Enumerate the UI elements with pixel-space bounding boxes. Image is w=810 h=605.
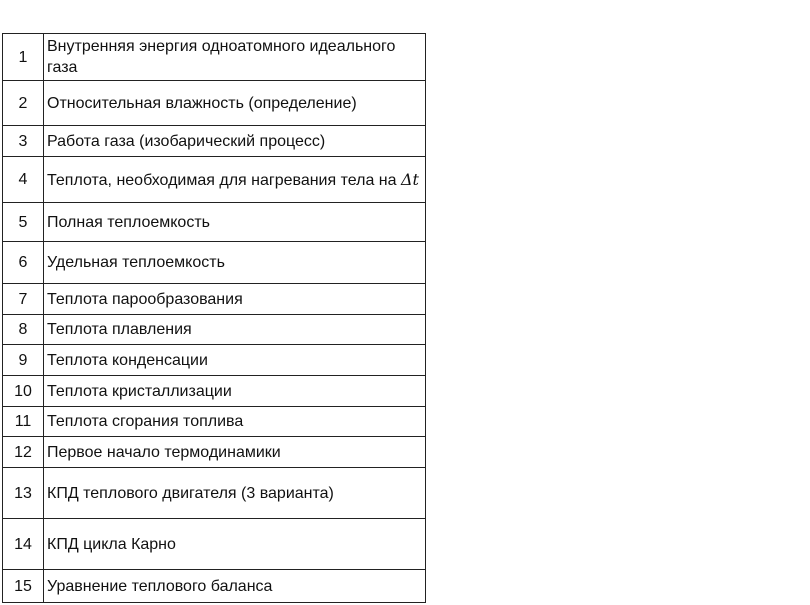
row-label: Первое начало термодинамики bbox=[44, 437, 426, 468]
row-number: 10 bbox=[3, 376, 44, 407]
row-number: 2 bbox=[3, 81, 44, 126]
table-row bbox=[3, 345, 426, 376]
row-number: 9 bbox=[3, 345, 44, 376]
row-label: Работа газа (изобарический процесс) bbox=[44, 126, 426, 157]
row-label: Удельная теплоемкость bbox=[44, 242, 426, 284]
row-number: 13 bbox=[3, 468, 44, 519]
table-row bbox=[3, 126, 426, 157]
table-row bbox=[3, 468, 426, 519]
row-label: Теплота плавления bbox=[44, 315, 426, 345]
table-row bbox=[3, 570, 426, 603]
table-row bbox=[3, 519, 426, 570]
row-number: 8 bbox=[3, 315, 44, 345]
row-number: 7 bbox=[3, 284, 44, 315]
table-row bbox=[3, 203, 426, 242]
row-label: Относительная влажность (определение) bbox=[44, 81, 426, 126]
row-number: 15 bbox=[3, 570, 44, 603]
delta-t-symbol: Δt bbox=[400, 169, 419, 189]
row-label: Теплота кристаллизации bbox=[44, 376, 426, 407]
row-label-text: Теплота, необходимая для нагревания тела на bbox=[47, 171, 397, 189]
row-number: 12 bbox=[3, 437, 44, 468]
row-label: Теплота конденсации bbox=[44, 345, 426, 376]
row-label: Уравнение теплового баланса bbox=[44, 570, 426, 603]
row-number: 1 bbox=[3, 34, 44, 81]
table-row bbox=[3, 81, 426, 126]
table-row bbox=[3, 437, 426, 468]
row-label: КПД теплового двигателя (3 варианта) bbox=[44, 468, 426, 519]
table-row bbox=[3, 34, 426, 81]
formula-list-table bbox=[2, 33, 426, 603]
row-label: Теплота сгорания топлива bbox=[44, 407, 426, 437]
row-label: КПД цикла Карно bbox=[44, 519, 426, 570]
row-number: 5 bbox=[3, 203, 44, 242]
table-row bbox=[3, 157, 426, 203]
table-row bbox=[3, 376, 426, 407]
row-number: 14 bbox=[3, 519, 44, 570]
row-number: 3 bbox=[3, 126, 44, 157]
row-number: 4 bbox=[3, 157, 44, 203]
row-number: 11 bbox=[3, 407, 44, 437]
table-row bbox=[3, 242, 426, 284]
row-label: Теплота парообразования bbox=[44, 284, 426, 315]
row-label: Внутренняя энергия одноатомного идеального газа bbox=[44, 34, 426, 81]
table-row bbox=[3, 407, 426, 437]
row-label: Полная теплоемкость bbox=[44, 203, 426, 242]
row-label-with-math bbox=[44, 157, 426, 203]
row-number: 6 bbox=[3, 242, 44, 284]
table-row bbox=[3, 315, 426, 345]
table-row bbox=[3, 284, 426, 315]
